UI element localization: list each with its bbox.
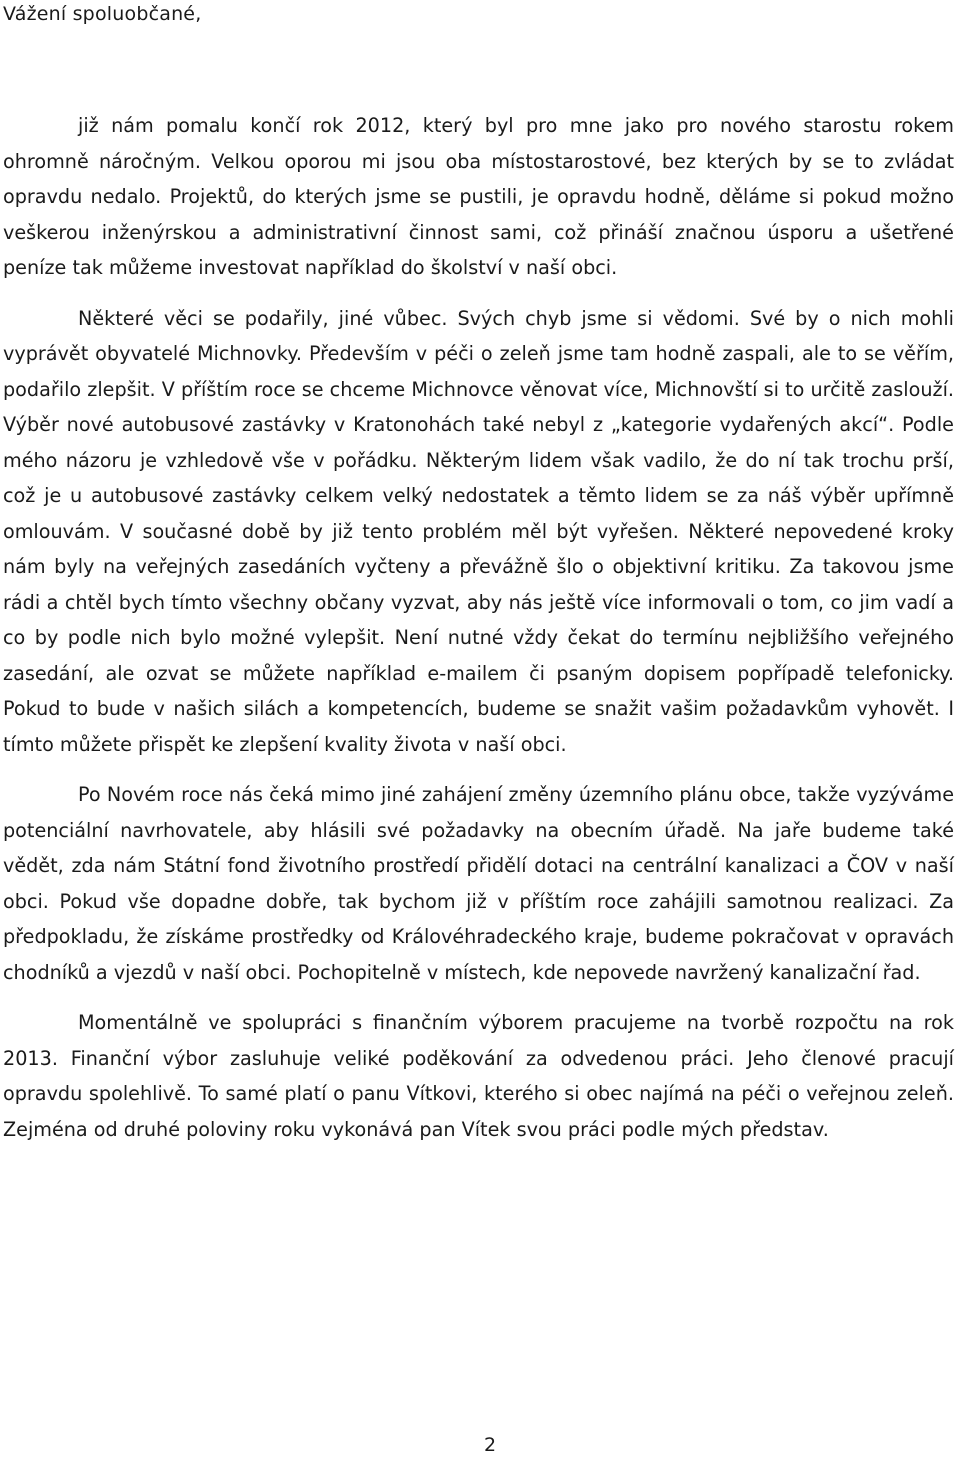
paragraph-year-summary: již nám pomalu končí rok 2012, který byl pro mne jako pro nového starostu rokem ohromně náročným. Velkou oporou mi jsou oba místostarostové, bez kterých by se to zvládat opravdu nedalo. Projektů, do kterých jsme se pustili, je opravdu hodně, děláme si pokud možno veškerou inženýrskou a administrativní činnost sami, což přináší značnou úsporu a ušetřené peníze tak můžeme investovat například do školství v naší obci. bbox=[3, 114, 954, 279]
paragraph-plans-new-year: Po Novém roce nás čeká mimo jiné zahájení změny územního plánu obce, takže vyzýváme potenciální navrhovatele, aby hlásili své požadavky na obecním úřadě. Na jaře budeme také vědět, zda nám Státní fond životního prostředí přidělí dotaci na centrální kanalizaci a ČOV v naší obci. Pokud vše dopadne dobře, tak bychom již v příštím roce zahájili samotnou realizaci. Za předpokladu, že získáme prostředky od Královéhradeckého kraje, budeme pokračovat v opravách chodníků a vjezdů v naší obci. Pochopitelně v místech, kde nepovede navržený kanalizační řad. bbox=[3, 783, 954, 984]
paragraph-successes-and-failures: Některé věci se podařily, jiné vůbec. Svých chyb jsme si vědomi. Své by o nich mohli vyprávět obyvatelé Michnovky. Především v péči o zeleň jsme tam hodně zaspali, ale to se věřím, podařilo zlepšit. V příštím roce se chceme Michnovce věnovat více, Michnovští si to určitě zaslouží. Výběr nové autobusové zastávky v Kratonohách také nebyl z „kategorie vydařených akcí“. Podle mého názoru je vzhledově vše v pořádku. Některým lidem však vadilo, že do ní tak trochu prší, což je u autobusové zastávky celkem velký nedostatek a těmto lidem se za náš výběr upřímně omlouvám. V současné době by již tento problém měl být vyřešen. Některé nepovedené kroky nám byly na veřejných zasedáních vyčteny a převážně šlo o objektivní kritiku. Za takovou jsme rádi a chtěl bych tímto všechny občany vyzvat, aby nás ještě více informovali o tom, co jim vadí a co by podle nich bylo možné vylepšit. Není nutné vždy čekat do termínu nejbližšího veřejného zasedání, ale ozvat se můžete například e-mailem či psaným dopisem popřípadě telefonicky. Pokud to bude v našich silách a kompetencích, budeme se snažit vašim požadavkům vyhovět. I tímto můžete přispět ke zlepšení kvality života v naší obci. bbox=[3, 306, 954, 756]
salutation: Vážení spoluobčané, bbox=[3, 3, 202, 25]
page-number: 2 bbox=[483, 1434, 497, 1456]
paragraph-budget: Momentálně ve spolupráci s finančním výborem pracujeme na tvorbě rozpočtu na rok 2013. Finanční výbor zasluhuje veliké poděkování za odvedenou práci. Jeho členové pracují opravdu spolehlivě. To samé platí o panu Vítkovi, kterého si obec najímá na péči o veřejnou zeleň. Zejména od druhé poloviny roku vykonává pan Vítek svou práci podle mých představ. bbox=[3, 1011, 954, 1141]
letter-body bbox=[3, 108, 954, 1147]
